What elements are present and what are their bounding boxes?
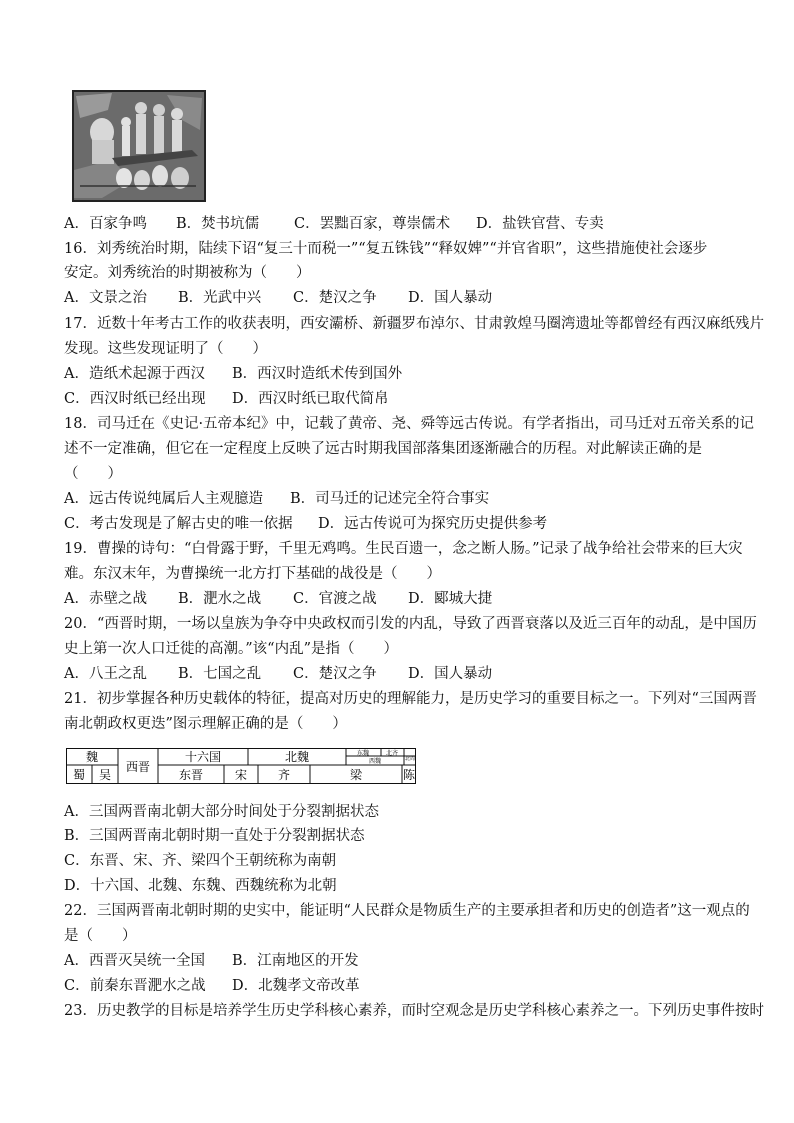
q18-stem-line: 述不一定准确，但它在一定程度上反映了远古时期我国部落集团逐渐融合的历程。对此解读正确的是 [64,441,702,457]
dynasty-timeline-table [66,748,416,784]
q22-option-a: A．西晋灭吴统一全国 [64,953,205,969]
q17-option-d: D．西汉时纸已取代简帛 [232,391,389,407]
q19-stem-line: 19．曹操的诗句：“白骨露于野，千里无鸡鸣。生民百遗一，念之断人肠。”记录了战争给社会带来的巨大灾 [64,541,743,557]
q16-option-d: D．国人暴动 [408,290,493,306]
q22-option-c: C．前秦东晋淝水之战 [64,978,206,994]
dynasty-shu: 蜀 [72,768,86,782]
dynasty-beiwei: 北魏 [284,750,310,764]
q23-stem-line: 23．历史教学的目标是培养学生历史学科核心素养，而时空观念是历史学科核心素养之一。下列历史事件按时 [64,1003,764,1019]
q18-stem-line: （ ） [64,466,122,482]
q20-stem-line: 史上第一次人口迁徙的高潮。”该“内乱”是指（ ） [64,641,398,657]
dynasty-shiliuguo: 十六国 [184,750,222,764]
q18-option-c: C．考古发现是了解古史的唯一依据 [64,516,293,532]
q17-stem-line: 17．近数十年考古工作的收获表明，西安灞桥、新疆罗布淖尔、甘肃敦煌马圈湾遗址等都曾经有西汉麻纸残片 [64,316,764,332]
q19-option-b: B．淝水之战 [178,591,262,607]
dynasty-beiqi: 北齐 [385,750,399,757]
q16-stem-line: 16．刘秀统治时期，陆续下诏“复三十而税一”“复五铢钱”“释奴婢”“并官省职”，这些措施使社会逐步 [64,241,708,257]
stone-relief-image [72,90,206,202]
q15-option-a: A．百家争鸣 [64,216,147,232]
q17-option-b: B．西汉时造纸术传到国外 [232,366,403,382]
q19-option-c: C．官渡之战 [293,591,377,607]
q15-option-c: C．罢黜百家，尊崇儒术 [294,216,451,232]
q16-option-b: B．光武中兴 [178,290,262,306]
q21-option-a: A．三国两晋南北朝大部分时间处于分裂割据状态 [64,804,379,820]
q22-stem-line: 是（ ） [64,928,137,944]
q16-option-a: A．文景之治 [64,290,147,306]
q22-option-b: B．江南地区的开发 [232,953,359,969]
q16-option-c: C．楚汉之争 [293,290,377,306]
q21-stem-line: 南北朝政权更迭”图示理解正确的是（ ） [64,716,347,732]
q21-option-d: D．十六国、北魏、东魏、西魏统称为北朝 [64,878,337,894]
q21-option-c: C．东晋、宋、齐、梁四个王朝统称为南朝 [64,853,337,869]
dynasty-beizhou: 北周 [404,756,416,762]
dynasty-qi: 齐 [277,768,291,782]
q20-stem-line: 20．“西晋时期，一场以皇族为争夺中央政权而引发的内乱，导致了西晋衰落以及近三百年的动乱，是中国历 [64,616,757,632]
dynasty-wei: 魏 [85,750,99,764]
q20-option-b: B．七国之乱 [178,666,262,682]
dynasty-chen: 陈 [402,768,416,782]
q20-option-c: C．楚汉之争 [293,666,377,682]
q20-option-a: A．八王之乱 [64,666,147,682]
q22-option-d: D．北魏孝文帝改革 [232,978,360,994]
q17-option-c: C．西汉时纸已经出现 [64,391,206,407]
q19-option-a: A．赤壁之战 [64,591,147,607]
dynasty-dongwei: 东魏 [356,750,370,757]
dynasty-liang: 梁 [349,768,363,782]
q18-stem-line: 18．司马迁在《史记·五帝本纪》中，记载了黄帝、尧、舜等远古传说。有学者指出，司马迁对五帝关系的记 [64,416,755,432]
dynasty-xiwei: 西魏 [368,758,382,765]
q17-option-a: A．造纸术起源于西汉 [64,366,205,382]
q20-option-d: D．国人暴动 [408,666,493,682]
q21-option-b: B．三国两晋南北朝时期一直处于分裂割据状态 [64,828,365,844]
q18-option-d: D．远古传说可为探究历史提供参考 [318,516,548,532]
q15-option-d: D．盐铁官营、专卖 [476,216,604,232]
q17-stem-line: 发现。这些发现证明了（ ） [64,341,267,357]
q16-stem-line: 安定。刘秀统治的时期被称为（ ） [64,265,311,281]
q18-option-b: B．司马迁的记述完全符合事实 [290,491,490,507]
dynasty-dongjin: 东晋 [178,768,204,782]
q19-option-d: D．郾城大捷 [408,591,493,607]
q18-option-a: A．远古传说纯属后人主观臆造 [64,491,263,507]
q15-option-b: B．焚书坑儒 [176,216,260,232]
q19-stem-line: 难。东汉末年，为曹操统一北方打下基础的战役是（ ） [64,566,441,582]
q21-stem-line: 21．初步掌握各种历史载体的特征，提高对历史的理解能力，是历史学习的重要目标之一。下列对“三国两晋 [64,691,757,707]
dynasty-song: 宋 [234,768,248,782]
dynasty-xijin: 西晋 [125,760,151,774]
q22-stem-line: 22．三国两晋南北朝时期的史实中，能证明“人民群众是物质生产的主要承担者和历史的创造者”这一观点的 [64,903,750,919]
dynasty-wu: 吴 [98,768,112,782]
